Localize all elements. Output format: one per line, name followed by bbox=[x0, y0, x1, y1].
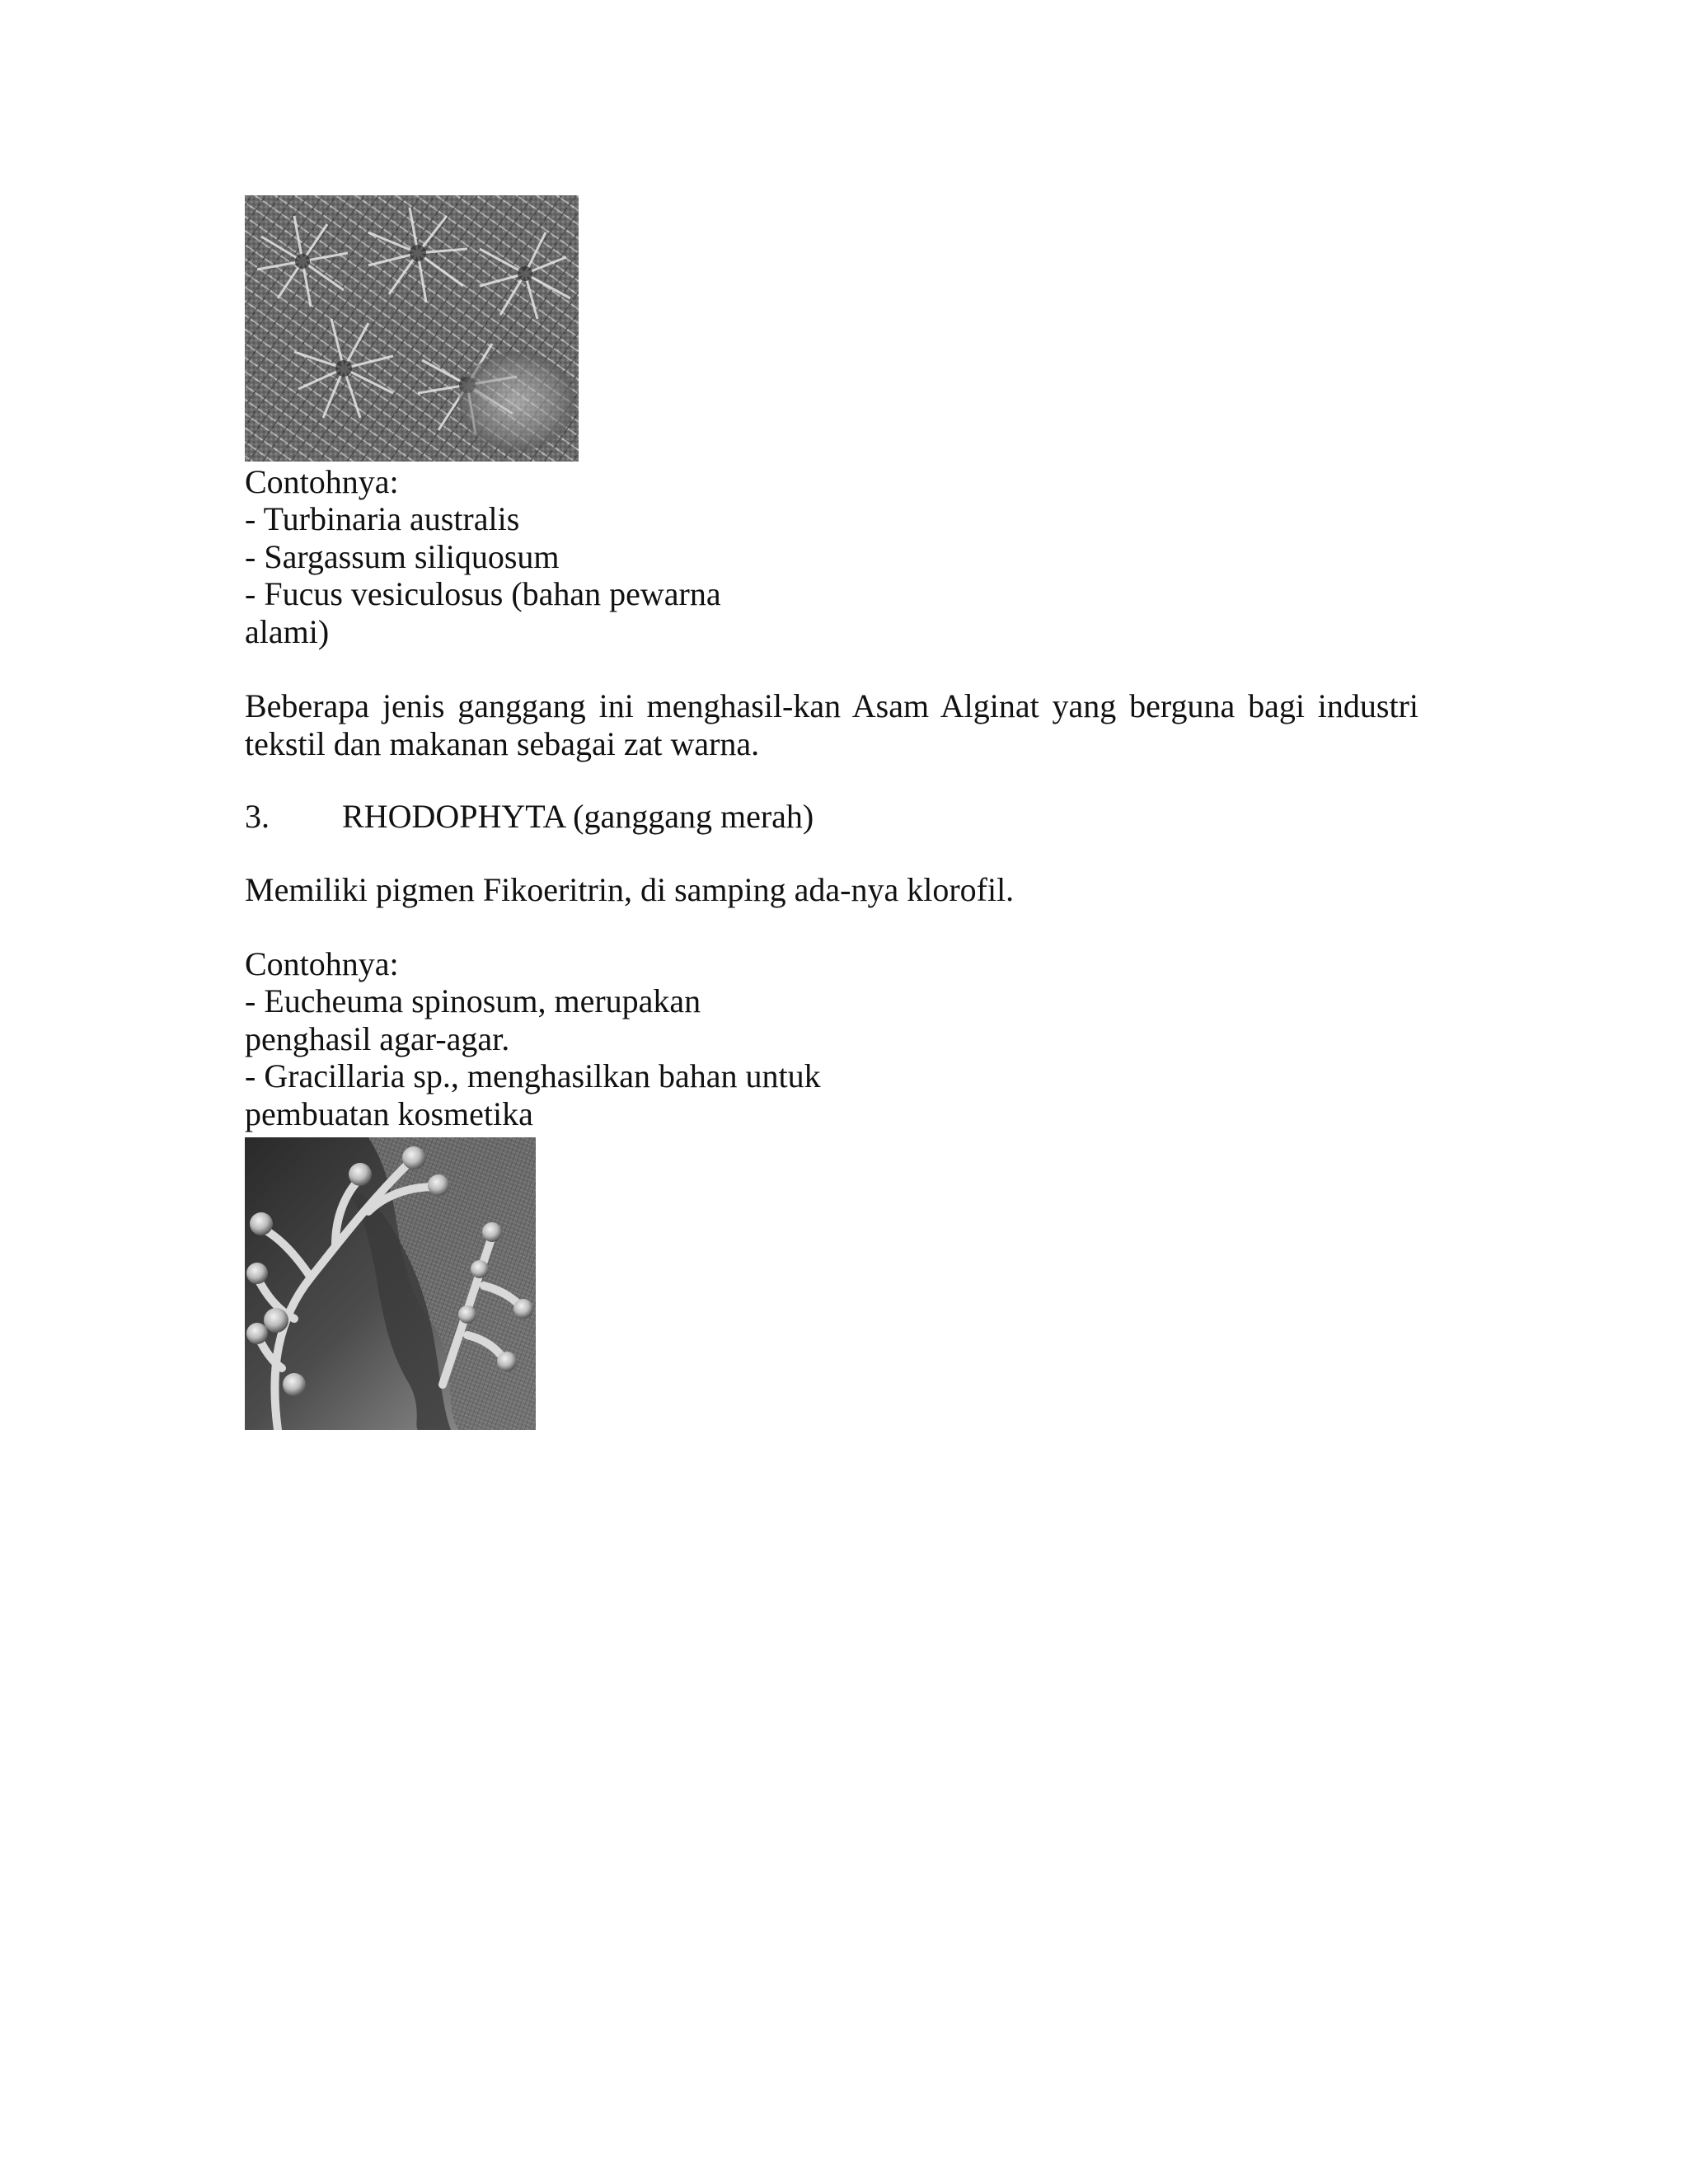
red-example-item: - Gracillaria sp., menghasilkan bahan untuk bbox=[245, 1057, 821, 1094]
red-example-item: pembuatan kosmetika bbox=[245, 1095, 533, 1132]
brown-example-item: - Fucus vesiculosus (bahan pewarna bbox=[245, 575, 721, 612]
brown-example-item: alami) bbox=[245, 613, 330, 650]
brown-algae-photo bbox=[245, 195, 579, 462]
paragraph-line: Beberapa jenis ganggang ini menghasil-kan Asam Alginat yang berguna bagi industri bbox=[245, 687, 1418, 724]
brown-example-item: - Turbinaria australis bbox=[245, 500, 520, 537]
red-example-item: penghasil agar-agar. bbox=[245, 1020, 510, 1057]
red-examples-label: Contohnya: bbox=[245, 945, 399, 982]
paragraph-line: tekstil dan makanan sebagai zat warna. bbox=[245, 724, 760, 762]
section-heading bbox=[245, 798, 814, 836]
red-example-item: - Eucheuma spinosum, merupakan bbox=[245, 982, 701, 1019]
brown-example-item: - Sargassum siliquosum bbox=[245, 538, 560, 575]
brown-examples-label: Contohnya: bbox=[245, 463, 399, 500]
rhodophyta-paragraph: Memiliki pigmen Fikoeritrin, di samping ada-nya klorofil. bbox=[245, 871, 1015, 908]
section-title: RHODOPHYTA (ganggang merah) bbox=[342, 798, 814, 835]
red-algae-photo bbox=[245, 1137, 536, 1430]
alginate-paragraph bbox=[245, 687, 1418, 762]
section-number: 3. bbox=[245, 798, 270, 835]
